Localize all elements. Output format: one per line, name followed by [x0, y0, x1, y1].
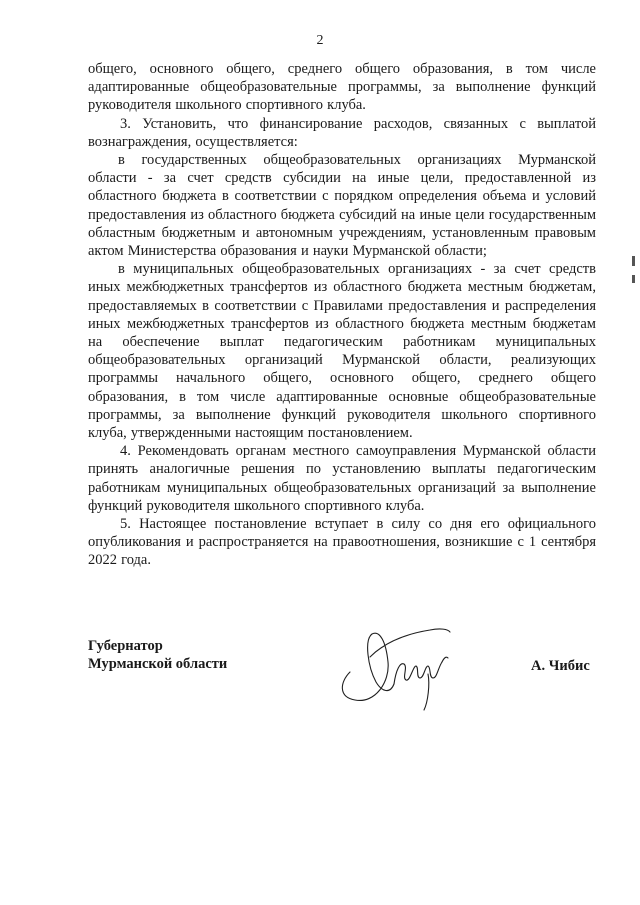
paragraph-municipal-organizations: в муниципальных общеобразовательных организациях - за счет средств иных межбюджетных трансфертов из областного бюджета местным бюджетам, предоставляемых в соответствии с Правилами предоставления и распределения иных межбюджетных трансфертов из областного бюджета местным бюджетам на обеспечение выплат педагогическим работникам муниципальных общеобразовательных организаций Мурманской области, реализующих программы начального общего, основного общего, среднего общего образования, в том числе адаптированные основные общеобразовательные программы, за выполнение функций руководителя школьного спортивного клуба, утвержденными настоящим постановлением.	[88, 261, 596, 442]
paragraph-continuation: общего, основного общего, среднего общего образования, в том числе адаптированные общеобразовательные программы, за выполнение функций руководителя школьного спортивного клуба.	[88, 61, 596, 114]
paragraph-item-5: 5. Настоящее постановление вступает в силу со дня его официального опубликования и распространяется на правоотношения, возникшие с 1 сентября 2022 года.	[88, 516, 596, 569]
signatory-title-line1: Губернатор	[88, 638, 163, 654]
paragraph-item-3: 3. Установить, что финансирование расходов, связанных с выплатой вознаграждения, осуществляется:	[88, 115, 596, 150]
handwritten-signature	[330, 612, 465, 717]
page-number: 2	[316, 33, 324, 48]
scan-edge-mark	[632, 256, 635, 266]
document-body	[88, 60, 596, 570]
paragraph-item-4: 4. Рекомендовать органам местного самоуправления Мурманской области принять аналогичные решения по установлению выплаты педагогическим работникам муниципальных общеобразовательных организаций за выполнение функций руководителя школьного спортивного клуба.	[88, 443, 596, 514]
scan-edge-mark	[632, 275, 635, 283]
signatory-name: А. Чибис	[531, 658, 590, 674]
paragraph-state-organizations: в государственных общеобразовательных организациях Мурманской области - за счет средств субсидии на иные цели, предоставленной из областного бюджета в соответствии с порядком определения объема и условий предоставления из областного бюджета субсидий на иные цели государственным областным бюджетным и автономным учреждениям, установленным правовым актом Министерства образования и науки Мурманской области;	[88, 152, 596, 260]
signatory-title-line2: Мурманской области	[88, 656, 228, 672]
signatory-title	[88, 637, 227, 673]
